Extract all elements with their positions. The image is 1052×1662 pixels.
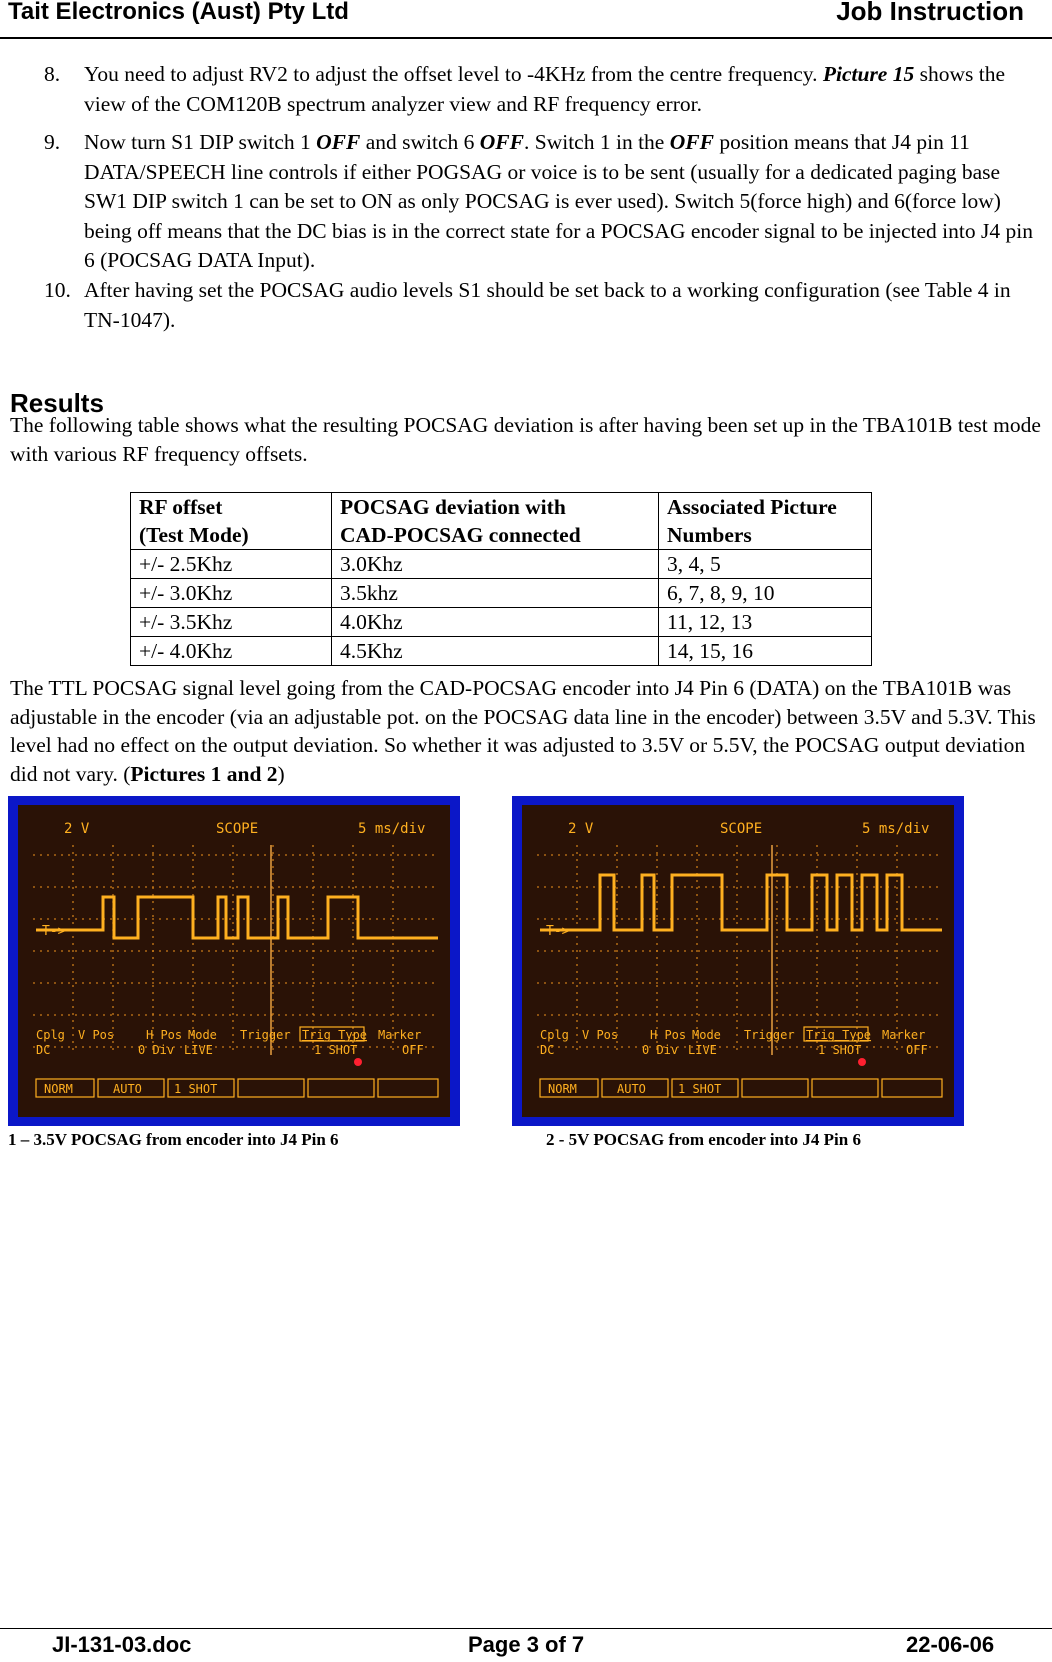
norm-button: NORM bbox=[548, 1082, 577, 1096]
header-doc-type: Job Instruction bbox=[836, 0, 1024, 26]
step-10 bbox=[44, 276, 1044, 335]
figure-1-caption: 1 – 3.5V POCSAG from encoder into J4 Pin 6 bbox=[8, 1130, 339, 1149]
svg-text:V Pos: V Pos bbox=[78, 1028, 115, 1042]
scope-photo-2 bbox=[512, 796, 964, 1126]
step-text: You need to adjust RV2 to adjust the offset level to -4KHz from the centre frequency. bbox=[84, 62, 823, 86]
picture-reference: Picture 15 bbox=[822, 62, 915, 86]
auto-button: AUTO bbox=[113, 1082, 142, 1096]
table-cell: 3.5khz bbox=[332, 579, 659, 608]
results-table bbox=[130, 492, 872, 666]
svg-text:Mode: Mode bbox=[692, 1028, 721, 1042]
svg-text:1 SHOT: 1 SHOT bbox=[314, 1043, 358, 1057]
table-cell: +/- 3.0Khz bbox=[131, 579, 332, 608]
timebase-label: 5 ms/div bbox=[358, 821, 426, 837]
svg-text:DC: DC bbox=[540, 1043, 555, 1057]
table-cell: +/- 2.5Khz bbox=[131, 550, 332, 579]
svg-text:LIVE: LIVE bbox=[688, 1043, 717, 1057]
norm-button: NORM bbox=[44, 1082, 73, 1096]
scope-title: SCOPE bbox=[216, 821, 259, 837]
step-text: . Switch 1 in the bbox=[524, 130, 670, 154]
table-cell: 3, 4, 5 bbox=[659, 550, 872, 579]
scope-title: SCOPE bbox=[720, 821, 763, 837]
timebase-label: 5 ms/div bbox=[862, 821, 930, 837]
step-text: and switch 6 bbox=[360, 130, 480, 154]
table-row bbox=[131, 550, 872, 579]
step-8 bbox=[44, 60, 1044, 119]
footer-page: Page 3 of 7 bbox=[468, 1632, 585, 1657]
svg-text:0 Div: 0 Div bbox=[642, 1043, 679, 1057]
svg-text:Trig Type: Trig Type bbox=[806, 1028, 872, 1042]
svg-text:Mode: Mode bbox=[188, 1028, 217, 1042]
signal-level-paragraph: The TTL POCSAG signal level going from the CAD-POCSAG encoder into J4 Pin 6 (DATA) on the TBA101B was adjustable in the encoder (via an adjustable pot. on the POCSAG data line in the encoder) between 3.5V and 5.3V. This level had no effect on the output deviation. So whether it was adjusted to 3.5V or 5.5V, the POCSAG output deviation did not vary. (Pictures 1 and 2) bbox=[10, 676, 1036, 786]
footer-doc: JI-131-03.doc bbox=[52, 1632, 192, 1657]
svg-text:Cplg: Cplg bbox=[540, 1028, 569, 1042]
table-row bbox=[131, 608, 872, 637]
off-emphasis: OFF bbox=[669, 130, 714, 154]
svg-text:1 SHOT: 1 SHOT bbox=[818, 1043, 862, 1057]
svg-text:DC: DC bbox=[36, 1043, 51, 1057]
results-intro: The following table shows what the resulting POCSAG deviation is after having been set up in the TBA101B test mode with various RF frequency offsets. bbox=[10, 413, 1041, 466]
trigger-marker: T-> bbox=[546, 924, 570, 939]
header-cell: POCSAG deviation with CAD-POCSAG connected bbox=[332, 493, 659, 550]
step-9 bbox=[44, 128, 1044, 276]
svg-text:LIVE: LIVE bbox=[184, 1043, 213, 1057]
volts-label: 2 V bbox=[568, 821, 594, 837]
table-cell: 6, 7, 8, 9, 10 bbox=[659, 579, 872, 608]
step-number: 8. bbox=[44, 62, 61, 86]
header-cell: Associated Picture Numbers bbox=[659, 493, 872, 550]
off-emphasis: OFF bbox=[316, 130, 361, 154]
step-number: 9. bbox=[44, 130, 61, 154]
results-heading: Results bbox=[10, 388, 104, 418]
footer-date: 22-06-06 bbox=[906, 1632, 995, 1657]
footer-rule bbox=[0, 1628, 1052, 1629]
table-cell: 4.5Khz bbox=[332, 637, 659, 666]
table-row bbox=[131, 637, 872, 666]
table-cell: 14, 15, 16 bbox=[659, 637, 872, 666]
step-number: 10. bbox=[44, 278, 71, 302]
header-company: Tait Electronics (Aust) Pty Ltd bbox=[8, 0, 349, 25]
scope-screen bbox=[18, 805, 450, 1117]
table-cell: +/- 4.0Khz bbox=[131, 637, 332, 666]
table-cell: +/- 3.5Khz bbox=[131, 608, 332, 637]
svg-text:V Pos: V Pos bbox=[582, 1028, 619, 1042]
table-header-row bbox=[131, 493, 872, 550]
header-rule bbox=[0, 37, 1052, 39]
svg-text:Cplg: Cplg bbox=[36, 1028, 65, 1042]
step-text: Now turn S1 DIP switch 1 bbox=[84, 130, 317, 154]
svg-text:OFF: OFF bbox=[906, 1043, 928, 1057]
pictures-reference: Pictures 1 and 2 bbox=[130, 761, 278, 786]
svg-text:Trigger: Trigger bbox=[240, 1028, 291, 1042]
step-text: position means that J4 pin 11 DATA/SPEECH line controls if either POGSAG or voice is to be sent (usually for a dedicated paging base SW1 DIP switch 1 can be set to ON as only POCSAG is ever used). Switch 5(force high) and 6(force low) being off means that the DC bias is in the correct state for a POCSAG encoder signal to be injected into J4 pin 6 (POCSAG DATA Input). bbox=[84, 130, 1033, 272]
figure-2-caption: 2 - 5V POCSAG from encoder into J4 Pin 6 bbox=[546, 1130, 861, 1149]
step-text: After having set the POCSAG audio levels S1 should be set back to a working configuration (see Table 4 in TN-1047). bbox=[84, 278, 1011, 332]
one-shot-button: 1 SHOT bbox=[174, 1082, 218, 1096]
svg-text:OFF: OFF bbox=[402, 1043, 424, 1057]
off-emphasis: OFF bbox=[479, 130, 524, 154]
svg-text:Trigger: Trigger bbox=[744, 1028, 795, 1042]
svg-text:Marker: Marker bbox=[378, 1028, 422, 1042]
volts-label: 2 V bbox=[64, 821, 90, 837]
table-row bbox=[131, 579, 872, 608]
one-shot-button: 1 SHOT bbox=[678, 1082, 722, 1096]
step-text: shows the view of the COM120B spectrum analyzer view and RF frequency error. bbox=[84, 62, 1006, 116]
svg-text:0 Div: 0 Div bbox=[138, 1043, 175, 1057]
trigger-marker: T-> bbox=[42, 924, 66, 939]
table-cell: 4.0Khz bbox=[332, 608, 659, 637]
scope-screen bbox=[522, 805, 954, 1117]
table-cell: 3.0Khz bbox=[332, 550, 659, 579]
svg-text:H Pos: H Pos bbox=[650, 1028, 687, 1042]
svg-text:Trig Type: Trig Type bbox=[302, 1028, 368, 1042]
svg-text:H Pos: H Pos bbox=[146, 1028, 183, 1042]
scope-photo-1 bbox=[8, 796, 460, 1126]
table-cell: 11, 12, 13 bbox=[659, 608, 872, 637]
header-cell: RF offset (Test Mode) bbox=[131, 493, 332, 550]
auto-button: AUTO bbox=[617, 1082, 646, 1096]
svg-text:Marker: Marker bbox=[882, 1028, 926, 1042]
